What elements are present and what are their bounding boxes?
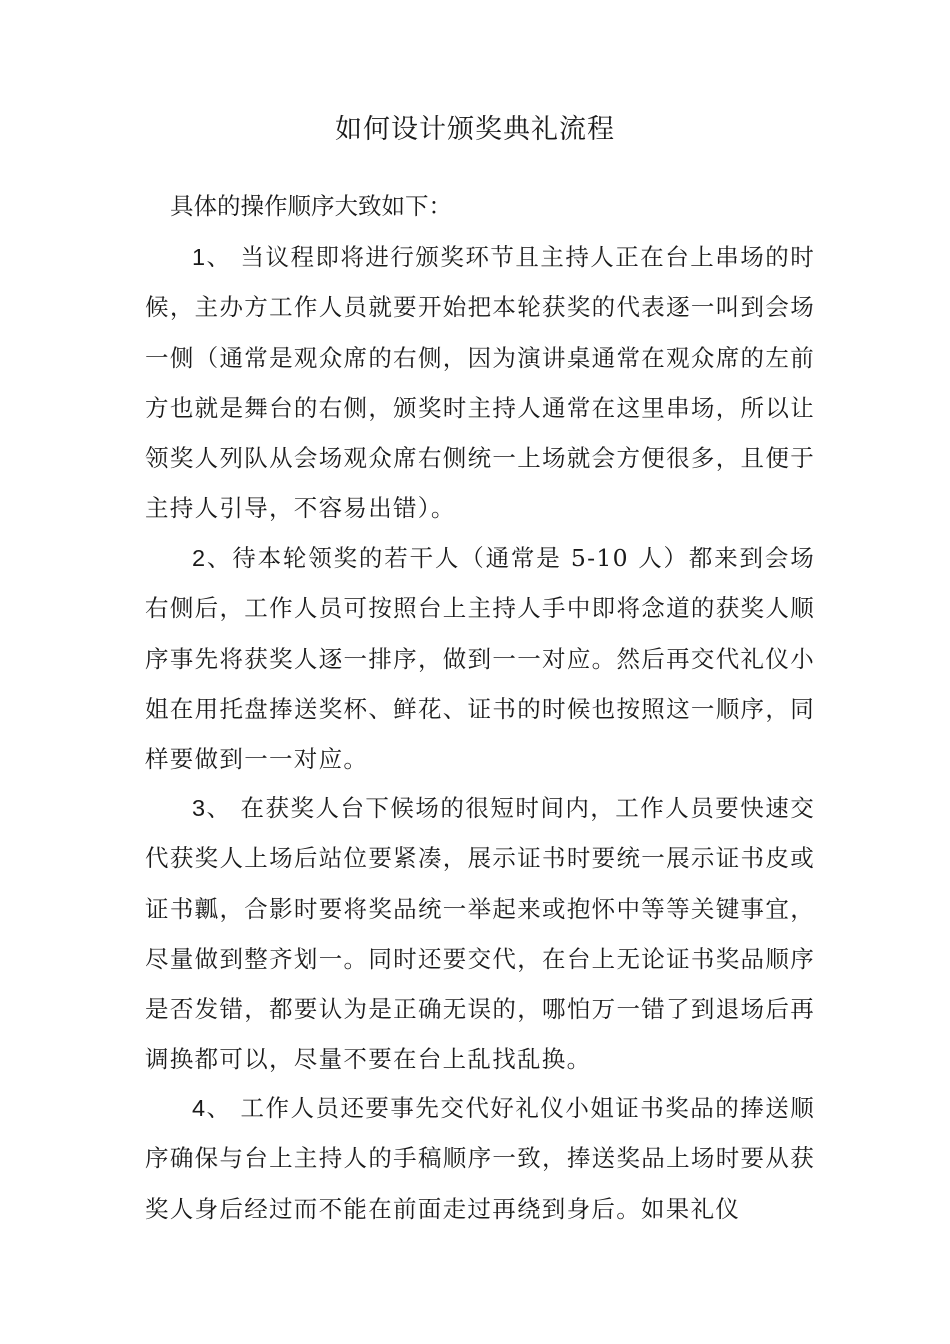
paragraph-text: 待本轮领奖的若干人（通常是 5-10 人）都来到会场右侧后，工作人员可按照台上主持人手中即将念道的获奖人顺序事先将获奖人逐一排序，做到一一对应。然后再交代礼仪小姐在用托盘捧送奖杯、鲜花、证书的时候也按照这一顺序，同样要做到一一对应。 [145, 544, 815, 774]
paragraph-number: 4、 [192, 1095, 232, 1121]
intro-text: 具体的操作顺序大致如下： [170, 192, 452, 220]
paragraph-number: 1、 [192, 244, 232, 270]
paragraph-number: 2、 [192, 545, 233, 571]
paragraph-number: 3、 [192, 795, 232, 821]
paragraph-1 [145, 232, 815, 534]
paragraph-text: 在获奖人台下候场的很短时间内，工作人员要快速交代获奖人上场后站位要紧凑，展示证书时要统一展示证书皮或证书瓤，合影时要将奖品统一举起来或抱怀中等等关键事宜，尽量做到整齐划一。同时还要交代，在台上无论证书奖品顺序是否发错，都要认为是正确无误的，哪怕万一错了到退场后再调换都可以，尽量不要在台上乱找乱换。 [145, 794, 815, 1074]
page-title: 如何设计颁奖典礼流程 [335, 114, 615, 145]
paragraph-text: 当议程即将进行颁奖环节且主持人正在台上串场的时候，主办方工作人员就要开始把本轮获奖的代表逐一叫到会场一侧（通常是观众席的右侧，因为演讲桌通常在观众席的左前方也就是舞台的右侧，颁奖时主持人通常在这里串场，所以让领奖人列队从会场观众席右侧统一上场就会方便很多，且便于主持人引导，不容易出错）。 [145, 243, 815, 523]
paragraph-4 [145, 1083, 815, 1234]
paragraph-3 [145, 783, 815, 1085]
paragraph-text: 工作人员还要事先交代好礼仪小姐证书奖品的捧送顺序确保与台上主持人的手稿顺序一致，捧送奖品上场时要从获奖人身后经过而不能在前面走过再绕到身后。如果礼仪 [145, 1094, 815, 1223]
paragraph-2 [145, 533, 815, 784]
